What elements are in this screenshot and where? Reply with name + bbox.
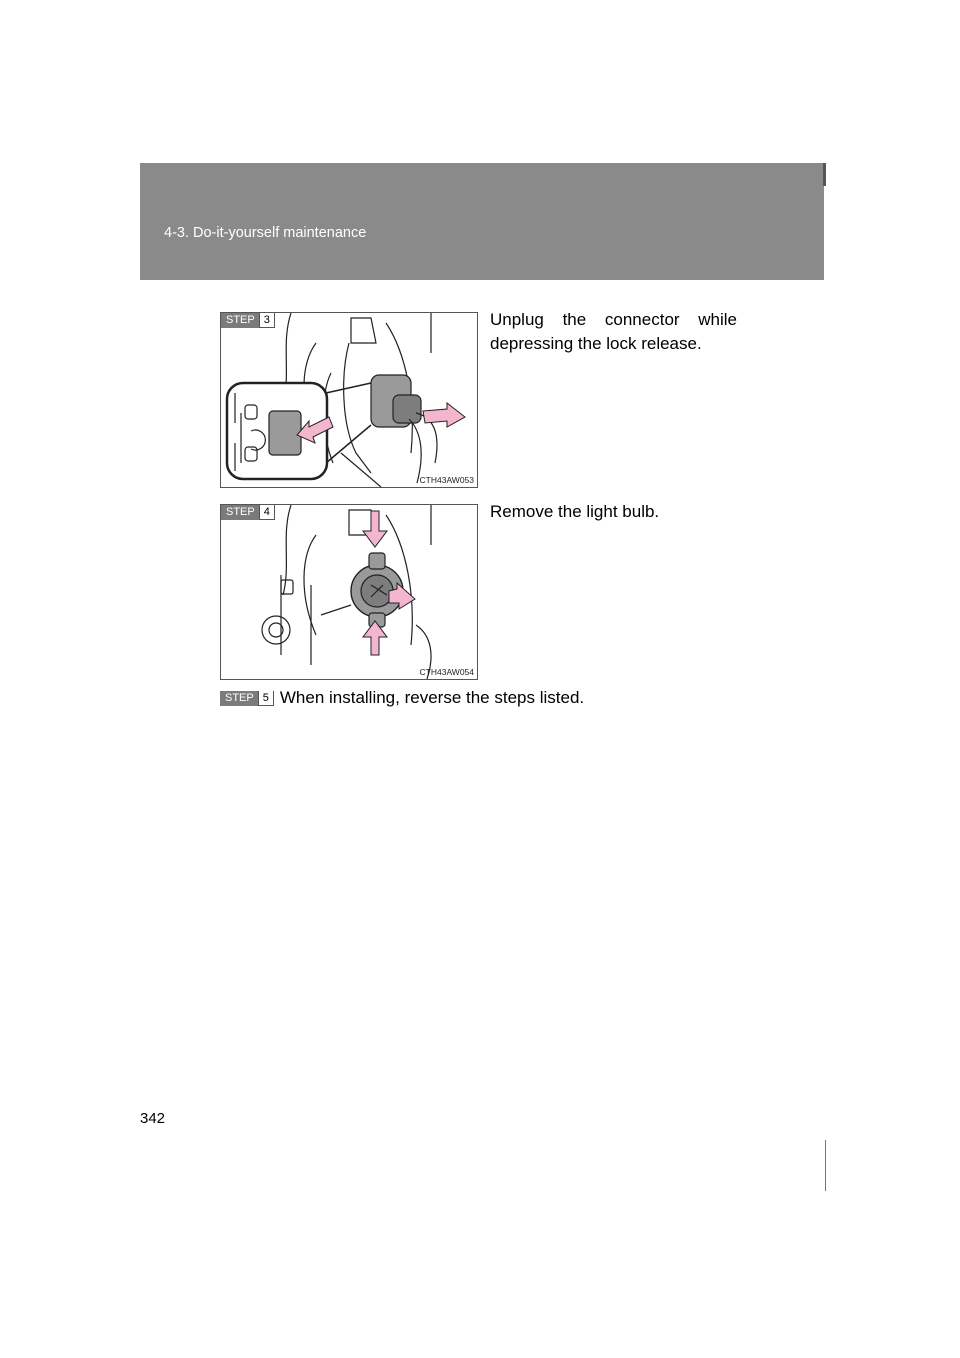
step-3-figure-code: CTH43AW053 <box>419 475 474 485</box>
bulb-removal-drawing <box>221 505 477 679</box>
step-4-number: 4 <box>259 505 275 520</box>
step-5-number: 5 <box>258 691 274 706</box>
step-4-text: Remove the light bulb. <box>490 502 660 521</box>
step-3-text: Unplug the connector while depressing the lock release. <box>490 310 737 353</box>
step-5-text: When installing, reverse the steps listed. <box>279 688 585 707</box>
header-band <box>140 163 824 280</box>
corner-mark <box>823 163 826 186</box>
step-4-illustration <box>220 504 478 680</box>
step-4-figure-code: CTH43AW054 <box>419 667 474 677</box>
step-5-word: STEP <box>220 691 258 706</box>
section-title: 4-3. Do-it-yourself maintenance <box>164 225 367 241</box>
step-3-word: STEP <box>221 313 259 328</box>
step-3-illustration <box>220 312 478 488</box>
step-4-badge <box>221 505 275 520</box>
step-5-badge <box>220 691 274 706</box>
connector-unplug-drawing <box>221 313 477 487</box>
step-5-row <box>220 688 584 708</box>
step-4-word: STEP <box>221 505 259 520</box>
step-3-number: 3 <box>259 313 275 328</box>
side-mark <box>825 1140 826 1191</box>
page-number: 342 <box>140 1110 166 1127</box>
step-3-badge <box>221 313 275 328</box>
